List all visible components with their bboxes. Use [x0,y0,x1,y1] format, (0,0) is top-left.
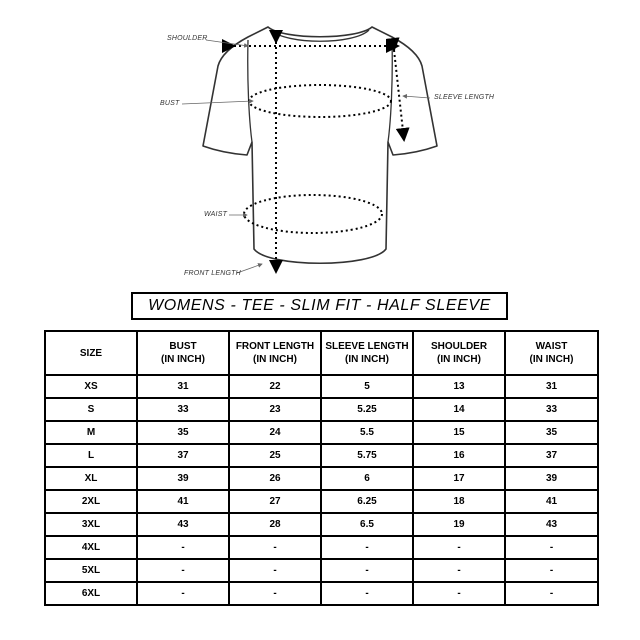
measurement-cell: 13 [413,375,505,398]
measurement-cell: 35 [505,421,598,444]
column-header-unit: (IN INCH) [161,354,205,365]
table-row [45,513,598,536]
size-cell: 2XL [45,490,137,513]
table-row [45,398,598,421]
table-body [45,375,598,605]
tshirt-outline-icon [0,0,640,285]
column-header-title: BUST [169,341,197,352]
measurement-cell: 28 [229,513,321,536]
column-header-title: SIZE [79,347,103,359]
tshirt-measurement-diagram [0,0,640,285]
column-header-title: SHOULDER [430,341,488,352]
measurement-cell: 22 [229,375,321,398]
column-header [321,331,413,375]
size-cell: M [45,421,137,444]
size-cell: 4XL [45,536,137,559]
measurement-cell: 27 [229,490,321,513]
measurement-cell: 37 [505,444,598,467]
front-length-label: FRONT LENGTH [184,270,241,277]
measurement-cell: 43 [505,513,598,536]
measurement-cell: 41 [505,490,598,513]
tshirt-body-outline [203,27,437,263]
chart-title: WOMENS - TEE - SLIM FIT - HALF SLEEVE [148,297,491,314]
measurement-cell: 37 [137,444,229,467]
size-cell: XL [45,467,137,490]
measurement-cell: 6.25 [321,490,413,513]
table-row [45,559,598,582]
size-cell: XS [45,375,137,398]
measurement-cell: 14 [413,398,505,421]
shoulder-label: SHOULDER [167,35,208,42]
size-cell: S [45,398,137,421]
measurement-cell: 31 [137,375,229,398]
measurement-cell: - [413,559,505,582]
measurement-cell: - [321,582,413,605]
column-header [413,331,505,375]
measurement-cell: 39 [137,467,229,490]
chart-title-box [131,292,508,320]
measurement-cell: - [505,559,598,582]
column-header-unit: (IN INCH) [529,354,574,365]
column-header [45,331,137,375]
measurement-cell: - [505,536,598,559]
column-header-title: WAIST [535,341,568,352]
waist-measure-ellipse [244,195,382,233]
measurement-cell: 5 [321,375,413,398]
measurement-cell: 26 [229,467,321,490]
measurement-cell: 5.5 [321,421,413,444]
measurement-cell: - [321,559,413,582]
column-header [137,331,229,375]
table-row [45,375,598,398]
column-header [229,331,321,375]
measurement-cell: 6 [321,467,413,490]
measurement-cell: - [229,582,321,605]
column-header [505,331,598,375]
size-cell: L [45,444,137,467]
size-cell: 6XL [45,582,137,605]
measurement-cell: - [321,536,413,559]
measurement-cell: 39 [505,467,598,490]
table-row [45,490,598,513]
measurement-cell: 35 [137,421,229,444]
measurement-cell: 23 [229,398,321,421]
measurement-cell: 41 [137,490,229,513]
measurement-cell: - [229,536,321,559]
bust-measure-ellipse [249,85,391,117]
bust-label: BUST [160,100,180,107]
size-cell: 5XL [45,559,137,582]
column-header-unit: (IN INCH) [437,354,481,365]
column-header-unit: (IN INCH) [345,354,389,365]
measurement-cell: - [137,582,229,605]
measurement-cell: - [413,536,505,559]
size-cell: 3XL [45,513,137,536]
measurement-cell: - [137,536,229,559]
measurement-cell: - [505,582,598,605]
table-row [45,582,598,605]
measurement-cell: - [229,559,321,582]
column-header-title: FRONT LENGTH [235,341,315,352]
column-header-unit: (IN INCH) [253,354,297,365]
measurement-cell: 31 [505,375,598,398]
measurement-cell: 5.75 [321,444,413,467]
measurement-cell: 16 [413,444,505,467]
table-row [45,444,598,467]
measurement-cell: 24 [229,421,321,444]
measurement-cell: 43 [137,513,229,536]
measurement-cell: 6.5 [321,513,413,536]
waist-label: WAIST [204,211,228,218]
column-header-title: SLEEVE LENGTH [325,341,409,352]
sleeve-measure-line [394,50,404,140]
measurement-cell: 33 [505,398,598,421]
measurement-cell: 33 [137,398,229,421]
sleeve-length-label: SLEEVE LENGTH [434,94,495,101]
measurement-cell: - [413,582,505,605]
table-row [45,421,598,444]
measurement-cell: 17 [413,467,505,490]
measurement-cell: 18 [413,490,505,513]
measurement-cell: - [137,559,229,582]
measurement-cell: 15 [413,421,505,444]
measurement-cell: 5.25 [321,398,413,421]
table-row [45,536,598,559]
measurement-cell: 19 [413,513,505,536]
size-chart-table [44,330,599,606]
table-header-row [45,331,598,375]
table-row [45,467,598,490]
measurement-cell: 25 [229,444,321,467]
